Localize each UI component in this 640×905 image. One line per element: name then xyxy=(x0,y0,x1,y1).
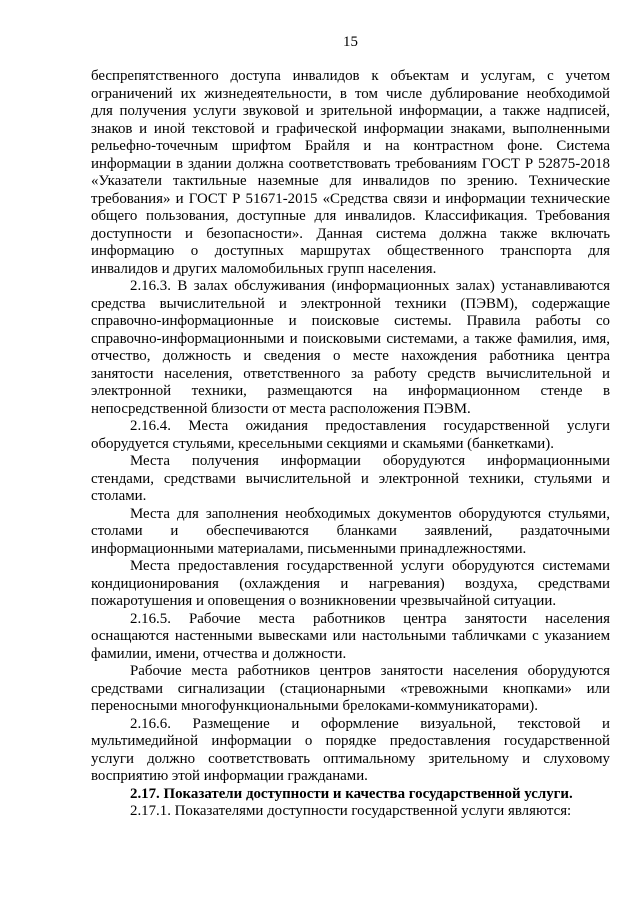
text-line: 2.16.6. Размещение и оформление визуальной, текстовой и xyxy=(130,715,610,732)
text-line: электронной техники, размещаются на информационном стенде в xyxy=(91,383,610,399)
text-line: 2.16.4. Места ожидания предоставления государственной услуги xyxy=(130,418,610,434)
text-line: знаков и иной текстовой и графической информации знаками, выполненными xyxy=(91,120,610,137)
text-line: беспрепятственного доступа инвалидов к объектам и услугам, с учетом xyxy=(91,68,610,84)
paragraph xyxy=(91,558,610,611)
text-line: восприятию этой информации гражданами. xyxy=(91,768,368,784)
text-line: Рабочие места работников центров занятости населения оборудуются xyxy=(130,663,610,679)
text-line: 2.16.5. Рабочие места работников центра занятости населения xyxy=(130,610,610,627)
text-line: рельефно-точечным шрифтом Брайля и на контрастном фоне. Система xyxy=(91,138,610,154)
paragraph xyxy=(91,611,610,664)
paragraph xyxy=(91,453,610,506)
text-line: непосредственной близости от места расположения ПЭВМ. xyxy=(91,400,471,417)
text-line: фамилии, имени, отчества и должности. xyxy=(91,645,347,662)
text-line: мультимедийной информации о порядке предоставления государственной xyxy=(91,733,610,749)
text-line: столами и обеспечиваются бланками заявлений, раздаточными xyxy=(91,523,610,539)
text-line: оборудуется стульями, кресельными секциями и скамьями (банкетками). xyxy=(91,435,554,452)
text-line: стендами, средствами вычислительной и электронной техники, стульями и xyxy=(91,470,610,487)
text-line: справочно-информационными и поисковыми системами, а также фамилия, имя, xyxy=(91,330,610,347)
paragraph xyxy=(91,68,610,278)
section-heading-text: 2.17. Показатели доступности и качества государственной услуги. xyxy=(130,785,573,802)
paragraph xyxy=(91,663,610,716)
text-line: Места предоставления государственной услуги оборудуются системами xyxy=(130,558,610,574)
text-line: занятости населения, ответственного за работу средств вычислительной и xyxy=(91,365,610,382)
text-line: «Указатели тактильные наземные для инвалидов по зрению. Технические xyxy=(91,173,610,189)
text-line: информации в здании должна соответствовать требованиям ГОСТ Р 52875-2018 xyxy=(91,155,610,172)
text-line: информационными материалами, письменными принадлежностями. xyxy=(91,540,527,557)
text-line: переносными многофункциональными брелоками-коммуникаторами). xyxy=(91,698,538,714)
paragraph xyxy=(91,506,610,559)
text-line: отчество, должность и сведения о месте нахождения работника центра xyxy=(91,348,610,364)
text-line: оснащаются настенными вывесками или настольными табличками с указанием xyxy=(91,628,610,644)
text-line: общего пользования, доступные для инвалидов. Классификация. Требования xyxy=(91,208,610,224)
text-line: справочно-информационные и поисковые системы. Правила работы со xyxy=(91,313,610,329)
text-line: столами. xyxy=(91,488,147,504)
text-line: кондиционирования (охлаждения и нагревания) воздуха, средствами xyxy=(91,575,610,592)
text-line: Места получения информации оборудуются информационными xyxy=(130,453,610,469)
paragraph xyxy=(91,803,610,821)
text-line: информацию о доступных маршрутах общественного транспорта для xyxy=(91,243,610,259)
text-line: средства вычислительной и электронной техники (ПЭВМ), содержащие xyxy=(91,295,610,312)
paragraph xyxy=(91,716,610,786)
text-line: доступности и безопасности». Данная система должна также включать xyxy=(91,225,610,242)
paragraph xyxy=(91,278,610,418)
paragraph xyxy=(91,418,610,453)
text-line: требования» и ГОСТ Р 51671-2015 «Средства связи и информации технические xyxy=(91,190,610,207)
page-number: 15 xyxy=(343,34,358,50)
text-line: услуги должно соответствовать оптимальному зрительному и слуховому xyxy=(91,750,610,767)
text-line: 2.17.1. Показателями доступности государственной услуги являются: xyxy=(130,803,572,819)
text-line: средствами сигнализации (стационарными «тревожными кнопками» или xyxy=(91,680,610,697)
text-line: для получения услуги звуковой и зрительной информации, а также надписей, xyxy=(91,103,610,119)
text-line: инвалидов и других маломобильных групп населения. xyxy=(91,260,437,277)
document-body xyxy=(91,68,610,821)
section-heading xyxy=(91,786,610,804)
text-line: Места для заполнения необходимых документов оборудуются стульями, xyxy=(130,505,610,522)
text-line: пожаротушения и оповещения о возникновении чрезвычайной ситуации. xyxy=(91,593,557,609)
text-line: ограничений их жизнедеятельности, в том числе дублирование необходимой xyxy=(91,85,610,102)
text-line: 2.16.3. В залах обслуживания (информационных залах) устанавливаются xyxy=(130,278,610,294)
